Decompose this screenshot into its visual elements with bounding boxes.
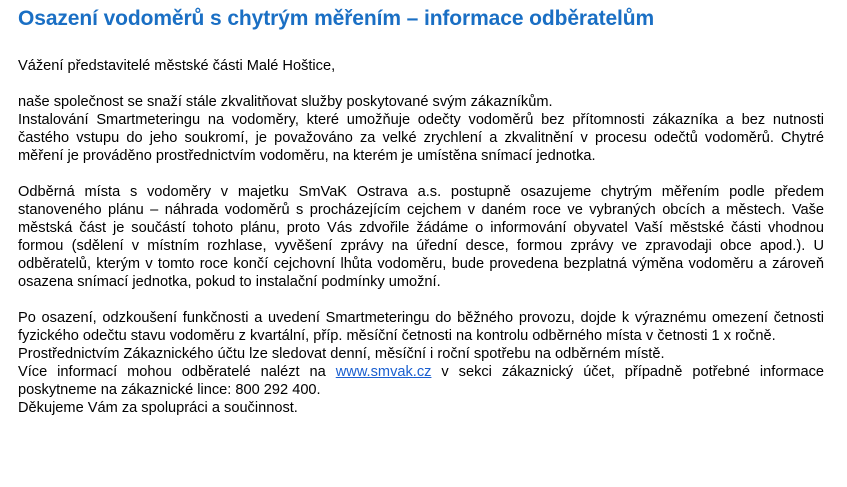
document-page	[18, 0, 824, 417]
hotline-text: v sekci zákaznický účet, případně potřebné informace poskytneme na zákaznické lince: 800 292 400.	[18, 364, 825, 398]
page-title: Osazení vodoměrů s chytrým měřením – informace odběratelům	[18, 7, 655, 30]
smvak-website-link[interactable]: www.smvak.cz	[335, 364, 432, 380]
smartmetering-description: Instalování Smartmeteringu na vodoměry, které umožňuje odečty vodoměrů bez přítomnosti zákazníka a bez nutnosti častého vstupu do jeho soukromí, je považováno za velké zrychlení a zkvalitnění v procesu odečtů vodoměrů. Chytré měření je prováděno prostřednictvím vodoměru, na kterém je umístěna snímací jednotka.	[18, 112, 824, 164]
paragraph-intro	[18, 93, 824, 165]
intro-sentence: naše společnost se snaží stále zkvalitňovat služby poskytované svým zákazníkům.	[18, 94, 553, 110]
customer-account-text: Prostřednictvím Zákaznického účtu lze sledovat denní, měsíční i roční spotřebu na odběrném místě.	[18, 346, 665, 362]
more-info-text: Více informací mohou odběratelé nalézt na	[18, 364, 336, 380]
reading-frequency-text: Po osazení, odzkoušení funkčnosti a uvedení Smartmeteringu do běžného provozu, dojde k výraznému omezení četnosti fyzického odečtu stavu vodoměru z kvartální, příp. měsíční četnosti na kontrolu odběrného místa v četnosti 1 x ročně.	[18, 310, 824, 344]
paragraph-plan: Odběrná místa s vodoměry v majetku SmVaK Ostrava a.s. postupně osazujeme chytrým měřením podle předem stanoveného plánu – náhrada vodoměrů s procházejícím cejchem v daném roce ve vybraných obcích a městech. Vaše městská část je součástí tohoto plánu, proto Vás zdvořile žádáme o informování obyvatel Vaší městské části vhodnou formou (sdělení v místním rozhlase, vyvěšení zprávy na úřední desce, formou zprávy ve zpravodaji obce apod.). U odběratelů, kterým v tomto roce končí cejchovní lhůta vodoměru, bude provedena bezplatná výměna vodoměru a zároveň osazena snímací jednotka, pokud to instalační podmínky umožní.	[18, 184, 824, 290]
thanks-text: Děkujeme Vám za spolupráci a součinnost.	[18, 400, 298, 416]
paragraph-details	[18, 309, 824, 417]
greeting: Vážení představitelé městské části Malé Hoštice,	[18, 58, 336, 74]
